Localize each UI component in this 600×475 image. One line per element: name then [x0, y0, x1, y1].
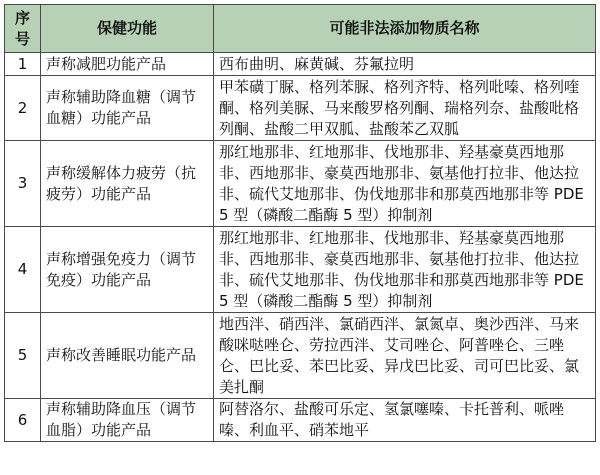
table-container [4, 4, 596, 442]
additives-table [4, 4, 596, 442]
row-function: 声称辅助降血压（调节血脂）功能产品 [41, 399, 214, 442]
table-row [5, 313, 596, 399]
row-substances: 阿替洛尔、盐酸可乐定、氢氯噻嗪、卡托普利、哌唑嗪、利血平、硝苯地平 [214, 399, 596, 442]
row-function: 声称增强免疫力（调节免疫）功能产品 [41, 227, 214, 313]
header-function: 保健功能 [41, 5, 214, 53]
header-number [5, 5, 41, 53]
row-substances: 甲苯磺丁脲、格列苯脲、格列齐特、格列吡嗪、格列喹酮、格列美脲、马来酸罗格列酮、瑞格列奈、盐酸吡格列酮、盐酸二甲双胍、盐酸苯乙双胍 [214, 76, 596, 141]
row-number: 2 [5, 76, 41, 141]
row-number: 6 [5, 399, 41, 442]
row-number: 1 [5, 53, 41, 76]
header-substances: 可能非法添加物质名称 [214, 5, 596, 53]
row-number: 3 [5, 141, 41, 227]
row-function: 声称改善睡眠功能产品 [41, 313, 214, 399]
row-function: 声称缓解体力疲劳（抗疲劳）功能产品 [41, 141, 214, 227]
row-substances: 地西泮、硝西泮、氯硝西泮、氯氮卓、奥沙西泮、马来酸咪哒唑仑、劳拉西泮、艾司唑仑、阿普唑仑、三唑仑、巴比妥、苯巴比妥、异戊巴比妥、司可巴比妥、氯美扎酮 [214, 313, 596, 399]
header-number-line2: 号 [14, 29, 30, 48]
table-header-row [5, 5, 596, 53]
row-substances: 西布曲明、麻黄碱、芬氟拉明 [214, 53, 596, 76]
row-number: 5 [5, 313, 41, 399]
row-number: 4 [5, 227, 41, 313]
row-function: 声称减肥功能产品 [41, 53, 214, 76]
row-substances: 那红地那非、红地那非、伐地那非、羟基豪莫西地那非、西地那非、豪莫西地那非、氨基他打拉非、他达拉非、硫代艾地那非、伪伐地那非和那莫西地那非等 PDE5 型（磷酸二酯酶 5 型）抑制剂 [214, 227, 596, 313]
header-number-line1: 序 [14, 8, 30, 27]
table-row [5, 76, 596, 141]
table-row [5, 141, 596, 227]
row-substances: 那红地那非、红地那非、伐地那非、羟基豪莫西地那非、西地那非、豪莫西地那非、氨基他打拉非、他达拉非、硫代艾地那非、伪伐地那非和那莫西地那非等 PDE5 型（磷酸二酯酶 5 型）抑制剂 [214, 141, 596, 227]
row-function: 声称辅助降血糖（调节血糖）功能产品 [41, 76, 214, 141]
table-row [5, 53, 596, 76]
table-row [5, 399, 596, 442]
table-row [5, 227, 596, 313]
